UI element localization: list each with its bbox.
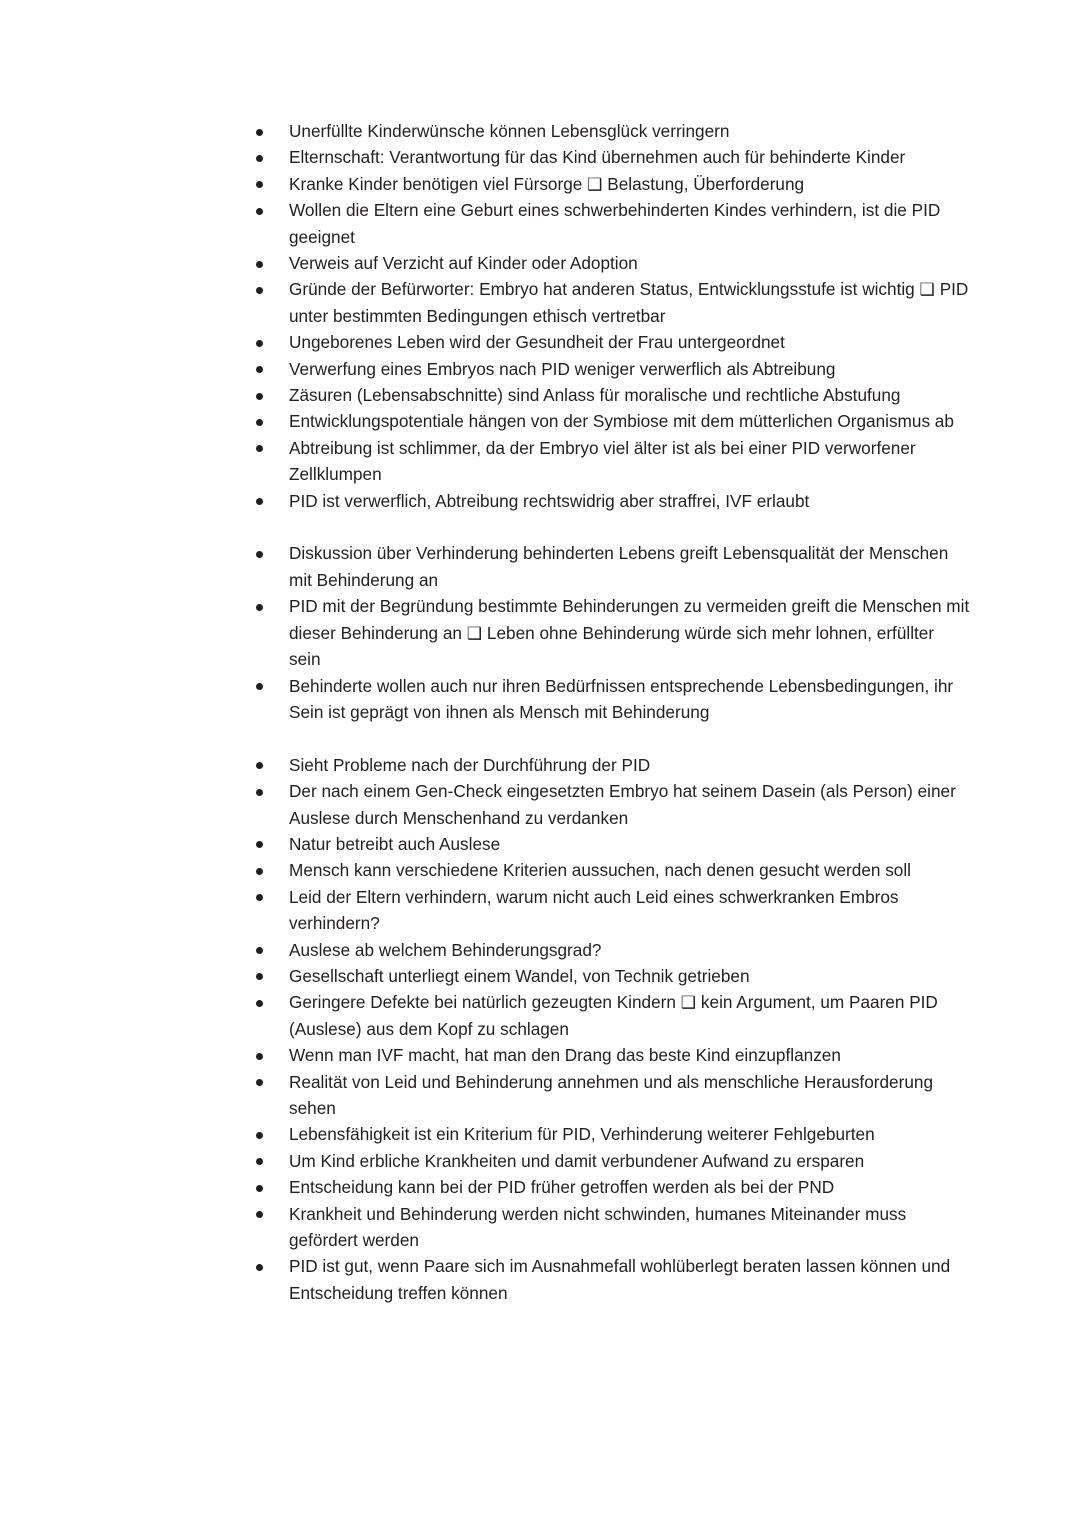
list-item-text: Zäsuren (Lebensabschnitte) sind Anlass für moralische und rechtliche Abstufung [289,385,901,406]
list-item [248,197,970,250]
list-item-text: Verweis auf Verzicht auf Kinder oder Adoption [289,253,638,274]
list-item-text: Mensch kann verschiedene Kriterien aussuchen, nach denen gesucht werden soll [289,860,911,881]
list-item-text: Behinderte wollen auch nur ihren Bedürfnissen entsprechende Lebensbedingungen, ihr Sein ist geprägt von ihnen als Mensch mit Behinderung [289,675,954,722]
list-item-text: Wenn man IVF macht, hat man den Drang das beste Kind einzupflanzen [289,1045,841,1066]
list-item-text: Entwicklungspotentiale hängen von der Symbiose mit dem mütterlichen Organismus ab [289,411,954,432]
list-item [248,488,970,514]
list-item [248,408,970,434]
list-item [248,884,970,937]
list-item-text: Auslese ab welchem Behinderungsgrad? [289,939,602,960]
list-item-text: Realität von Leid und Behinderung annehmen und als menschliche Herausforderung sehen [289,1071,934,1118]
list-item-text: Natur betreibt auch Auslese [289,833,501,854]
list-item-text: PID ist verwerflich, Abtreibung rechtswidrig aber straffrei, IVF erlaubt [289,490,810,511]
list-item-text: Der nach einem Gen-Check eingesetzten Embryo hat seinem Dasein (als Person) einer Auslese durch Menschenhand zu verdanken [289,781,956,828]
bullet-list [248,540,970,725]
list-item-text: Gründe der Befürworter: Embryo hat anderen Status, Entwicklungsstufe ist wichtig ❑ PID unter bestimmten Bedingungen ethisch vertretbar [289,279,969,326]
list-item [248,540,970,593]
list-item-text: Lebensfähigkeit ist ein Kriterium für PID, Verhinderung weiterer Fehlgeburten [289,1124,875,1145]
list-item [248,989,970,1042]
bullet-group-3 [248,752,970,1307]
bullet-group-1 [248,118,970,514]
list-item-text: Unerfüllte Kinderwünsche können Lebensglück verringern [289,121,730,141]
list-item [248,1121,970,1147]
list-item-text: Kranke Kinder benötigen viel Fürsorge ❑ Belastung, Überforderung [289,173,805,194]
list-item [248,329,970,355]
list-item [248,435,970,488]
list-item [248,831,970,857]
list-item-text: Krankheit und Behinderung werden nicht schwinden, humanes Miteinander muss gefördert werden [289,1203,907,1251]
list-item [248,276,970,329]
list-item-text: Abtreibung ist schlimmer, da der Embryo viel älter ist als bei einer PID verworfener Zellklumpen [289,437,916,485]
list-item-text: Wollen die Eltern eine Geburt eines schwerbehinderten Kindes verhindern, ist die PID geeignet [289,200,941,247]
list-item-text: Um Kind erbliche Krankheiten und damit verbundener Aufwand zu ersparen [289,1150,865,1171]
list-item [248,1174,970,1200]
list-item [248,171,970,197]
list-item [248,382,970,408]
document-body [248,118,970,1306]
list-item [248,857,970,883]
list-item-text: PID mit der Begründung bestimmte Behinderungen zu vermeiden greift die Menschen mit dieser Behinderung an ❑ Leben ohne Behinderung würde sich mehr lohnen, erfüllter sein [289,596,970,670]
list-item-text: PID ist gut, wenn Paare sich im Ausnahmefall wohlüberlegt beraten lassen können und Entscheidung treffen können [289,1256,951,1303]
list-item-text: Sieht Probleme nach der Durchführung der PID [289,754,651,775]
list-item [248,144,970,170]
list-item [248,1042,970,1068]
list-item [248,673,970,726]
list-item [248,963,970,989]
list-item [248,1253,970,1306]
list-item-text: Gesellschaft unterliegt einem Wandel, von Technik getrieben [289,965,750,986]
list-item [248,937,970,963]
list-item-text: Ungeborenes Leben wird der Gesundheit der Frau untergeordnet [289,332,785,353]
list-item [248,1069,970,1122]
list-item [248,1201,970,1254]
bullet-group-2 [248,540,970,725]
list-item-text: Geringere Defekte bei natürlich gezeugten Kindern ❑ kein Argument, um Paaren PID (Auslese) aus dem Kopf zu schlagen [289,992,938,1039]
list-item [248,593,970,672]
list-item [248,1148,970,1174]
bullet-list [248,752,970,1307]
list-item-text: Entscheidung kann bei der PID früher getroffen werden als bei der PND [289,1177,835,1198]
bullet-list [248,118,970,514]
list-item [248,356,970,382]
list-item [248,778,970,831]
list-item-text: Leid der Eltern verhindern, warum nicht auch Leid eines schwerkranken Embros verhindern? [289,886,899,934]
list-item [248,752,970,778]
list-item [248,118,970,144]
list-item [248,250,970,276]
list-item-text: Diskussion über Verhinderung behinderten Lebens greift Lebensqualität der Menschen mit Behinderung an [289,543,949,590]
list-item-text: Verwerfung eines Embryos nach PID weniger verwerflich als Abtreibung [289,358,836,379]
list-item-text: Elternschaft: Verantwortung für das Kind übernehmen auch für behinderte Kinder [289,147,906,168]
